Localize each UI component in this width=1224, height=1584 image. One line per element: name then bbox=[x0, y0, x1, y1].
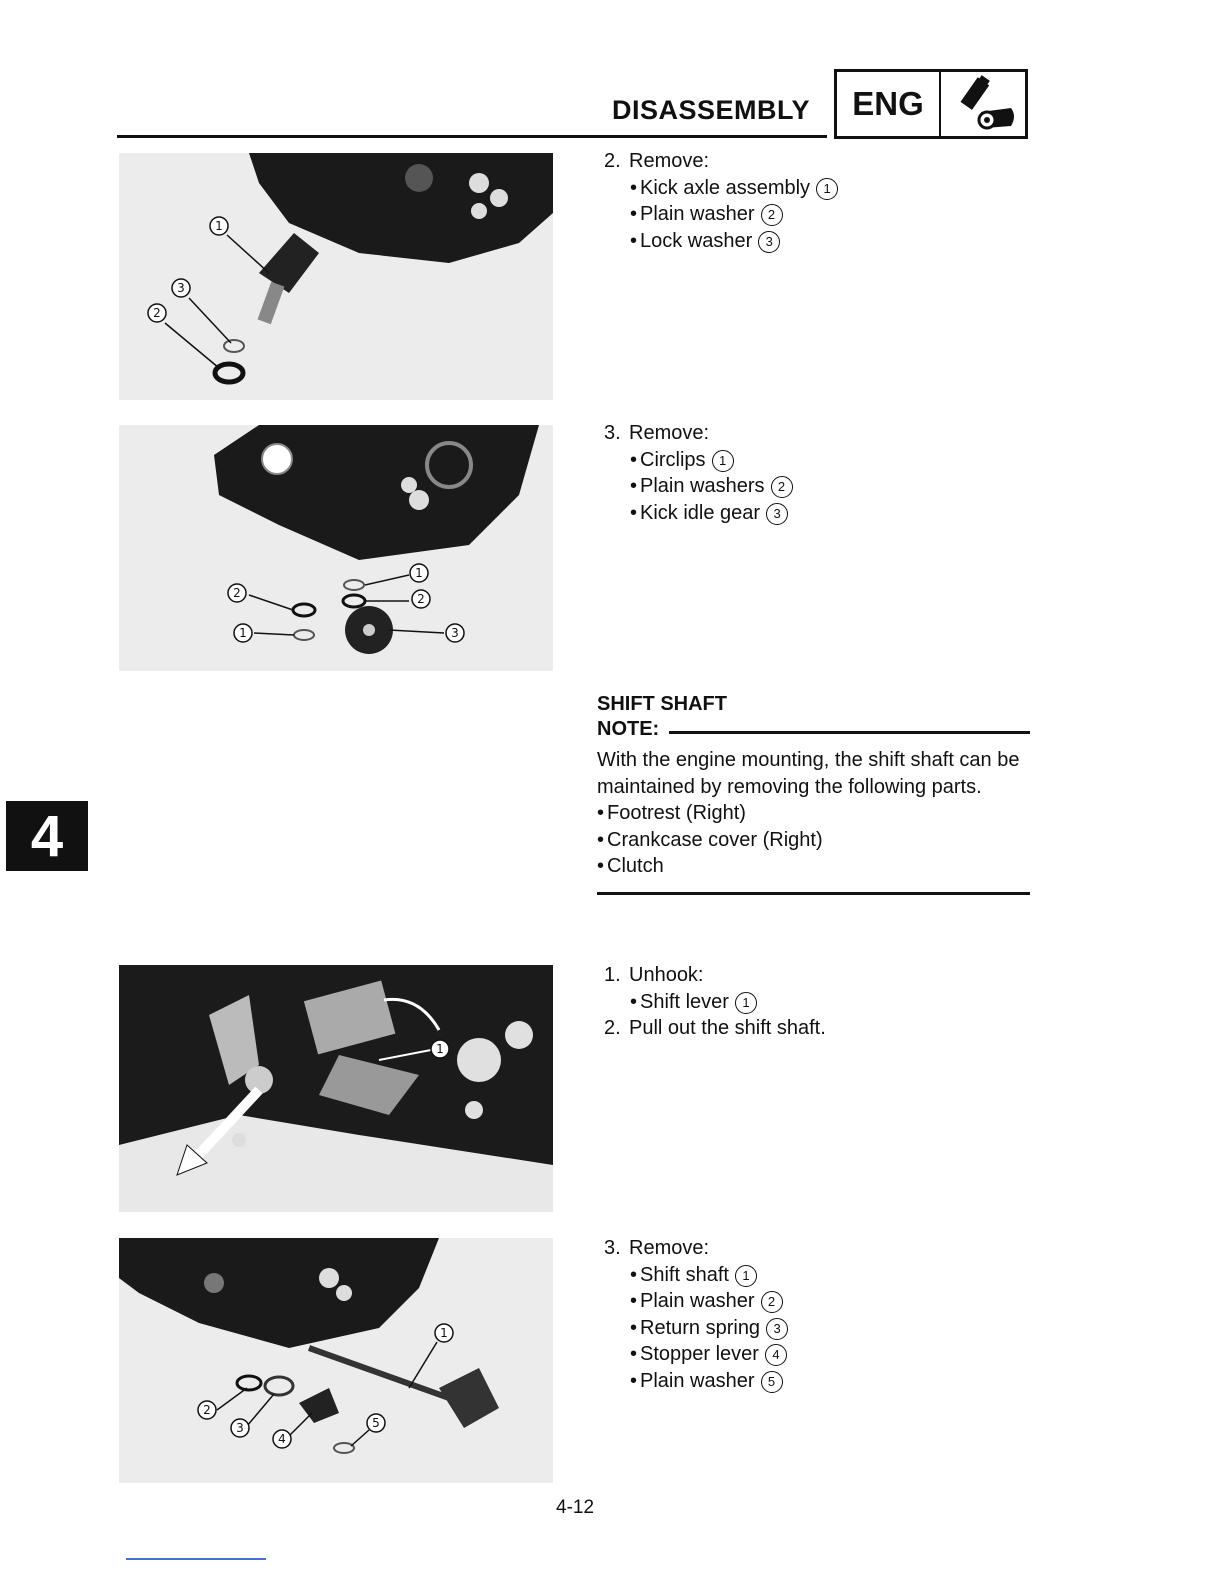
photo-kick-axle bbox=[119, 153, 553, 400]
photo-kick-idle-gear bbox=[119, 425, 553, 671]
photo2-callout-e: 1 bbox=[239, 626, 247, 640]
photo4-callout-e: 5 bbox=[372, 1416, 380, 1430]
list-item: • Plain washers 2 bbox=[604, 473, 1024, 500]
list-item: • Plain washer 2 bbox=[604, 1288, 1024, 1315]
photo2-callout-a: 1 bbox=[415, 566, 423, 580]
list-item: • Circlips 1 bbox=[604, 447, 1024, 474]
section-badge bbox=[834, 69, 1028, 139]
photo4-callout-c: 3 bbox=[236, 1421, 244, 1435]
photo1-callout-a: 1 bbox=[215, 219, 223, 233]
note-item: • Crankcase cover (Right) bbox=[597, 828, 823, 851]
photo3-callout-a: 1 bbox=[436, 1042, 444, 1056]
list-item: • Kick axle assembly 1 bbox=[604, 175, 1024, 202]
step-action: Remove: bbox=[629, 1237, 710, 1259]
list-item: • Shift lever 1 bbox=[604, 989, 1024, 1016]
photo1-callout-b: 3 bbox=[177, 281, 185, 295]
step-block-remove-idle bbox=[604, 420, 1024, 526]
photo-shift-lever bbox=[119, 965, 553, 1212]
list-item: • Stopper lever 4 bbox=[604, 1341, 1024, 1368]
step-action: Remove: bbox=[629, 150, 710, 172]
shift-shaft-title: SHIFT SHAFT bbox=[597, 693, 727, 715]
photo4-callout-b: 2 bbox=[203, 1403, 211, 1417]
note-rule bbox=[669, 731, 1030, 734]
list-item: • Kick idle gear 3 bbox=[604, 500, 1024, 527]
step-action: Unhook: bbox=[629, 964, 704, 986]
ref-number: 3 bbox=[766, 1318, 788, 1340]
photo2-callout-b: 2 bbox=[417, 592, 425, 606]
section-title: DISASSEMBLY bbox=[612, 95, 811, 125]
ref-number: 1 bbox=[816, 178, 838, 200]
list-item: • Return spring 3 bbox=[604, 1315, 1024, 1342]
step-block-remove-kick bbox=[604, 148, 1024, 254]
step-number: 1. bbox=[604, 964, 621, 986]
list-item: • Plain washer 2 bbox=[604, 201, 1024, 228]
note-label: NOTE: bbox=[597, 718, 660, 740]
note-item: • Clutch bbox=[597, 855, 664, 877]
note-body: With the engine mounting, the shift shaft can be maintained by removing the following parts. bbox=[597, 749, 1020, 798]
step-number: 2. bbox=[604, 150, 621, 172]
list-item: • Plain washer 5 bbox=[604, 1368, 1024, 1395]
note-item: • Footrest (Right) bbox=[597, 802, 746, 824]
note-end-rule bbox=[597, 892, 1030, 895]
ref-number: 1 bbox=[735, 992, 757, 1014]
step-number: 2. bbox=[604, 1017, 621, 1039]
header-rule bbox=[117, 135, 827, 138]
ref-number: 4 bbox=[765, 1344, 787, 1366]
photo1-callout-c: 2 bbox=[153, 306, 161, 320]
ref-number: 1 bbox=[712, 450, 734, 472]
photo2-callout-d: 3 bbox=[451, 626, 459, 640]
step-number: 3. bbox=[604, 422, 621, 444]
step-block-unhook bbox=[604, 962, 1024, 1042]
ref-number: 2 bbox=[771, 476, 793, 498]
shift-shaft-section bbox=[597, 693, 1030, 895]
ref-number: 2 bbox=[761, 1291, 783, 1313]
eng-badge-label: ENG bbox=[837, 72, 941, 136]
note-header bbox=[597, 718, 1030, 741]
photo2-callout-c: 2 bbox=[233, 586, 241, 600]
page-number: 4-12 bbox=[556, 1497, 595, 1518]
photo-shift-shaft-parts bbox=[119, 1238, 553, 1483]
ref-number: 3 bbox=[758, 231, 780, 253]
list-item: • Shift shaft 1 bbox=[604, 1262, 1024, 1289]
photo4-callout-d: 4 bbox=[278, 1432, 286, 1446]
engine-wrench-icon bbox=[941, 72, 1025, 136]
bottom-link-underline[interactable] bbox=[126, 1558, 266, 1560]
step-text: Pull out the shift shaft. bbox=[629, 1017, 826, 1039]
list-item: • Lock washer 3 bbox=[604, 228, 1024, 255]
step-number: 3. bbox=[604, 1237, 621, 1259]
step-action: Remove: bbox=[629, 422, 710, 444]
ref-number: 3 bbox=[766, 503, 788, 525]
step-block-remove-shift bbox=[604, 1235, 1024, 1394]
chapter-tab: 4 bbox=[6, 801, 88, 871]
photo4-callout-a: 1 bbox=[440, 1326, 448, 1340]
ref-number: 1 bbox=[735, 1265, 757, 1287]
ref-number: 2 bbox=[761, 204, 783, 226]
ref-number: 5 bbox=[761, 1371, 783, 1393]
